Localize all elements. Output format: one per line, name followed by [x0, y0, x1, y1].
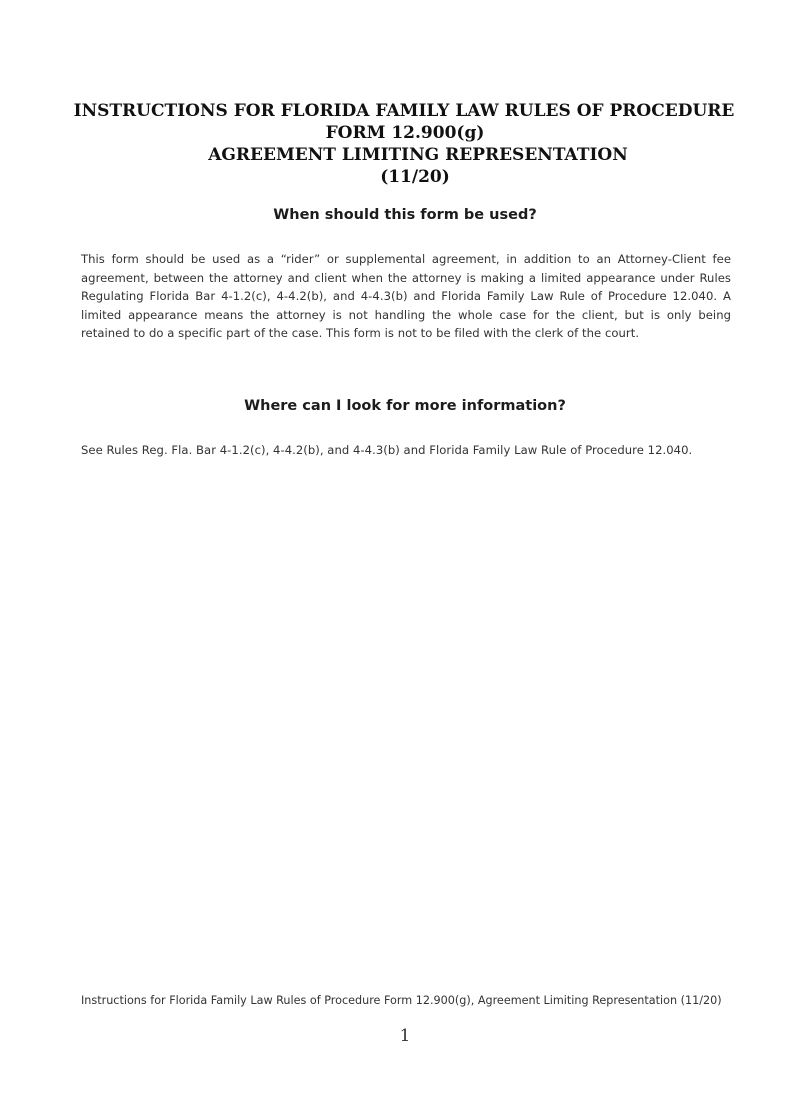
document-title [0, 100, 800, 188]
page-footer: Instructions for Florida Family Law Rules of Procedure Form 12.900(g), Agreement Limiting Representation (11/20) [81, 994, 722, 1007]
title-line-4: (11/20) [380, 167, 450, 187]
page-number: 1 [399, 1026, 411, 1046]
title-line-3: AGREEMENT LIMITING REPRESENTATION [208, 145, 628, 165]
section-body-more-info: See Rules Reg. Fla. Bar 4-1.2(c), 4-4.2(b), and 4-4.3(b) and Florida Family Law Rule of Procedure 12.040. [81, 443, 693, 457]
title-line-2: FORM 12.900(g) [325, 123, 485, 143]
section-body-usage: This form should be used as a “rider” or supplemental agreement, in addition to an Attorney-Client fee agreement, between the attorney and client when the attorney is making a limited appearance under Rules Regulating Florida Bar 4-1.2(c), 4-4.2(b), and 4-4.3(b) and Florida Family Law Rule of Procedure 12.040. A limited appearance means the attorney is not handling the whole case for the client, but is only being retained to do a specific part of the case. This form is not to be filed with the clerk of the court. [81, 252, 731, 341]
section-heading-usage: When should this form be used? [273, 207, 537, 223]
title-line-1: INSTRUCTIONS FOR FLORIDA FAMILY LAW RULES OF PROCEDURE [73, 101, 735, 121]
section-heading-more-info: Where can I look for more information? [244, 398, 566, 414]
